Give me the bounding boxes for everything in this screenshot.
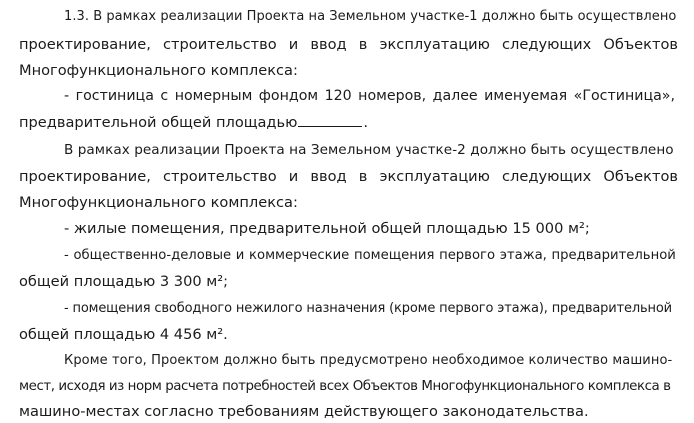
item-commercial-line-1 bbox=[64, 244, 678, 267]
item-hotel-line-2 bbox=[19, 111, 678, 134]
list-item-text: общей площадью 4 456 м². bbox=[19, 326, 228, 343]
list-item-text: - общественно-деловые и коммерческие помещения первого этажа, предварительной bbox=[64, 248, 676, 263]
word: эксплуатацию bbox=[379, 168, 490, 185]
word: проектирование, bbox=[19, 168, 151, 185]
word: в bbox=[358, 36, 368, 53]
paragraph-2-text: В рамках реализации Проекта на Земельном участке-2 должно быть осуществлено bbox=[64, 142, 674, 158]
word: строительство bbox=[163, 36, 277, 53]
paragraph-2-line-2 bbox=[19, 165, 678, 188]
item-residential-line-1 bbox=[64, 217, 678, 240]
paragraph-3-line-1 bbox=[64, 349, 678, 372]
word: проектирование, bbox=[19, 36, 151, 53]
word: эксплуатацию bbox=[379, 36, 490, 53]
paragraph-3-text: машино-местах согласно требованиям действующего законодательства. bbox=[19, 403, 589, 420]
word: в bbox=[358, 168, 368, 185]
word: и bbox=[288, 168, 299, 185]
list-item-text: - помещения свободного нежилого назначения (кроме первого этажа), предварительной bbox=[64, 301, 672, 316]
paragraph-3-text: Кроме того, Проектом должно быть предусмотрено необходимое количество машино- bbox=[64, 353, 673, 368]
word: следующих bbox=[502, 36, 592, 53]
list-item-text: общей площадью 3 300 м²; bbox=[19, 273, 229, 290]
paragraph-2-text: Многофункционального комплекса: bbox=[19, 194, 298, 211]
paragraph-2-line-1 bbox=[64, 139, 678, 162]
item-commercial-line-2 bbox=[19, 270, 678, 293]
area-blank-field bbox=[298, 113, 362, 127]
paragraph-1-line-1 bbox=[64, 5, 678, 28]
paragraph-3-line-2 bbox=[19, 375, 678, 398]
word: и bbox=[288, 36, 299, 53]
word: ввод bbox=[310, 36, 347, 53]
word: Объектов bbox=[603, 36, 678, 53]
item-free-use-line-2 bbox=[19, 323, 678, 346]
item-hotel-line-1 bbox=[64, 85, 678, 108]
paragraph-1-text: Многофункционального комплекса: bbox=[19, 62, 298, 79]
paragraph-3-line-3 bbox=[19, 400, 678, 423]
period: . bbox=[363, 114, 369, 131]
word: следующих bbox=[502, 168, 592, 185]
list-item-text: - гостиница с номерным фондом 120 номеров, далее именуемая «Гостиница», bbox=[64, 88, 676, 104]
word: ввод bbox=[310, 168, 347, 185]
list-item-text: предварительной общей площадью bbox=[19, 114, 298, 131]
paragraph-3-text: мест, исходя из норм расчета потребностей всех Объектов Многофункционального комплекса в bbox=[19, 379, 671, 394]
paragraph-1-text: 1.3. В рамках реализации Проекта на Земельном участке-1 должно быть осуществлено bbox=[64, 9, 677, 24]
word: строительство bbox=[163, 168, 277, 185]
item-free-use-line-1 bbox=[64, 297, 678, 320]
paragraph-2-line-3 bbox=[19, 191, 678, 214]
paragraph-1-line-3 bbox=[19, 59, 678, 82]
list-item-text: - жилые помещения, предварительной общей площадью 15 000 м²; bbox=[64, 220, 590, 237]
word: Объектов bbox=[603, 168, 678, 185]
paragraph-1-line-2 bbox=[19, 33, 678, 56]
